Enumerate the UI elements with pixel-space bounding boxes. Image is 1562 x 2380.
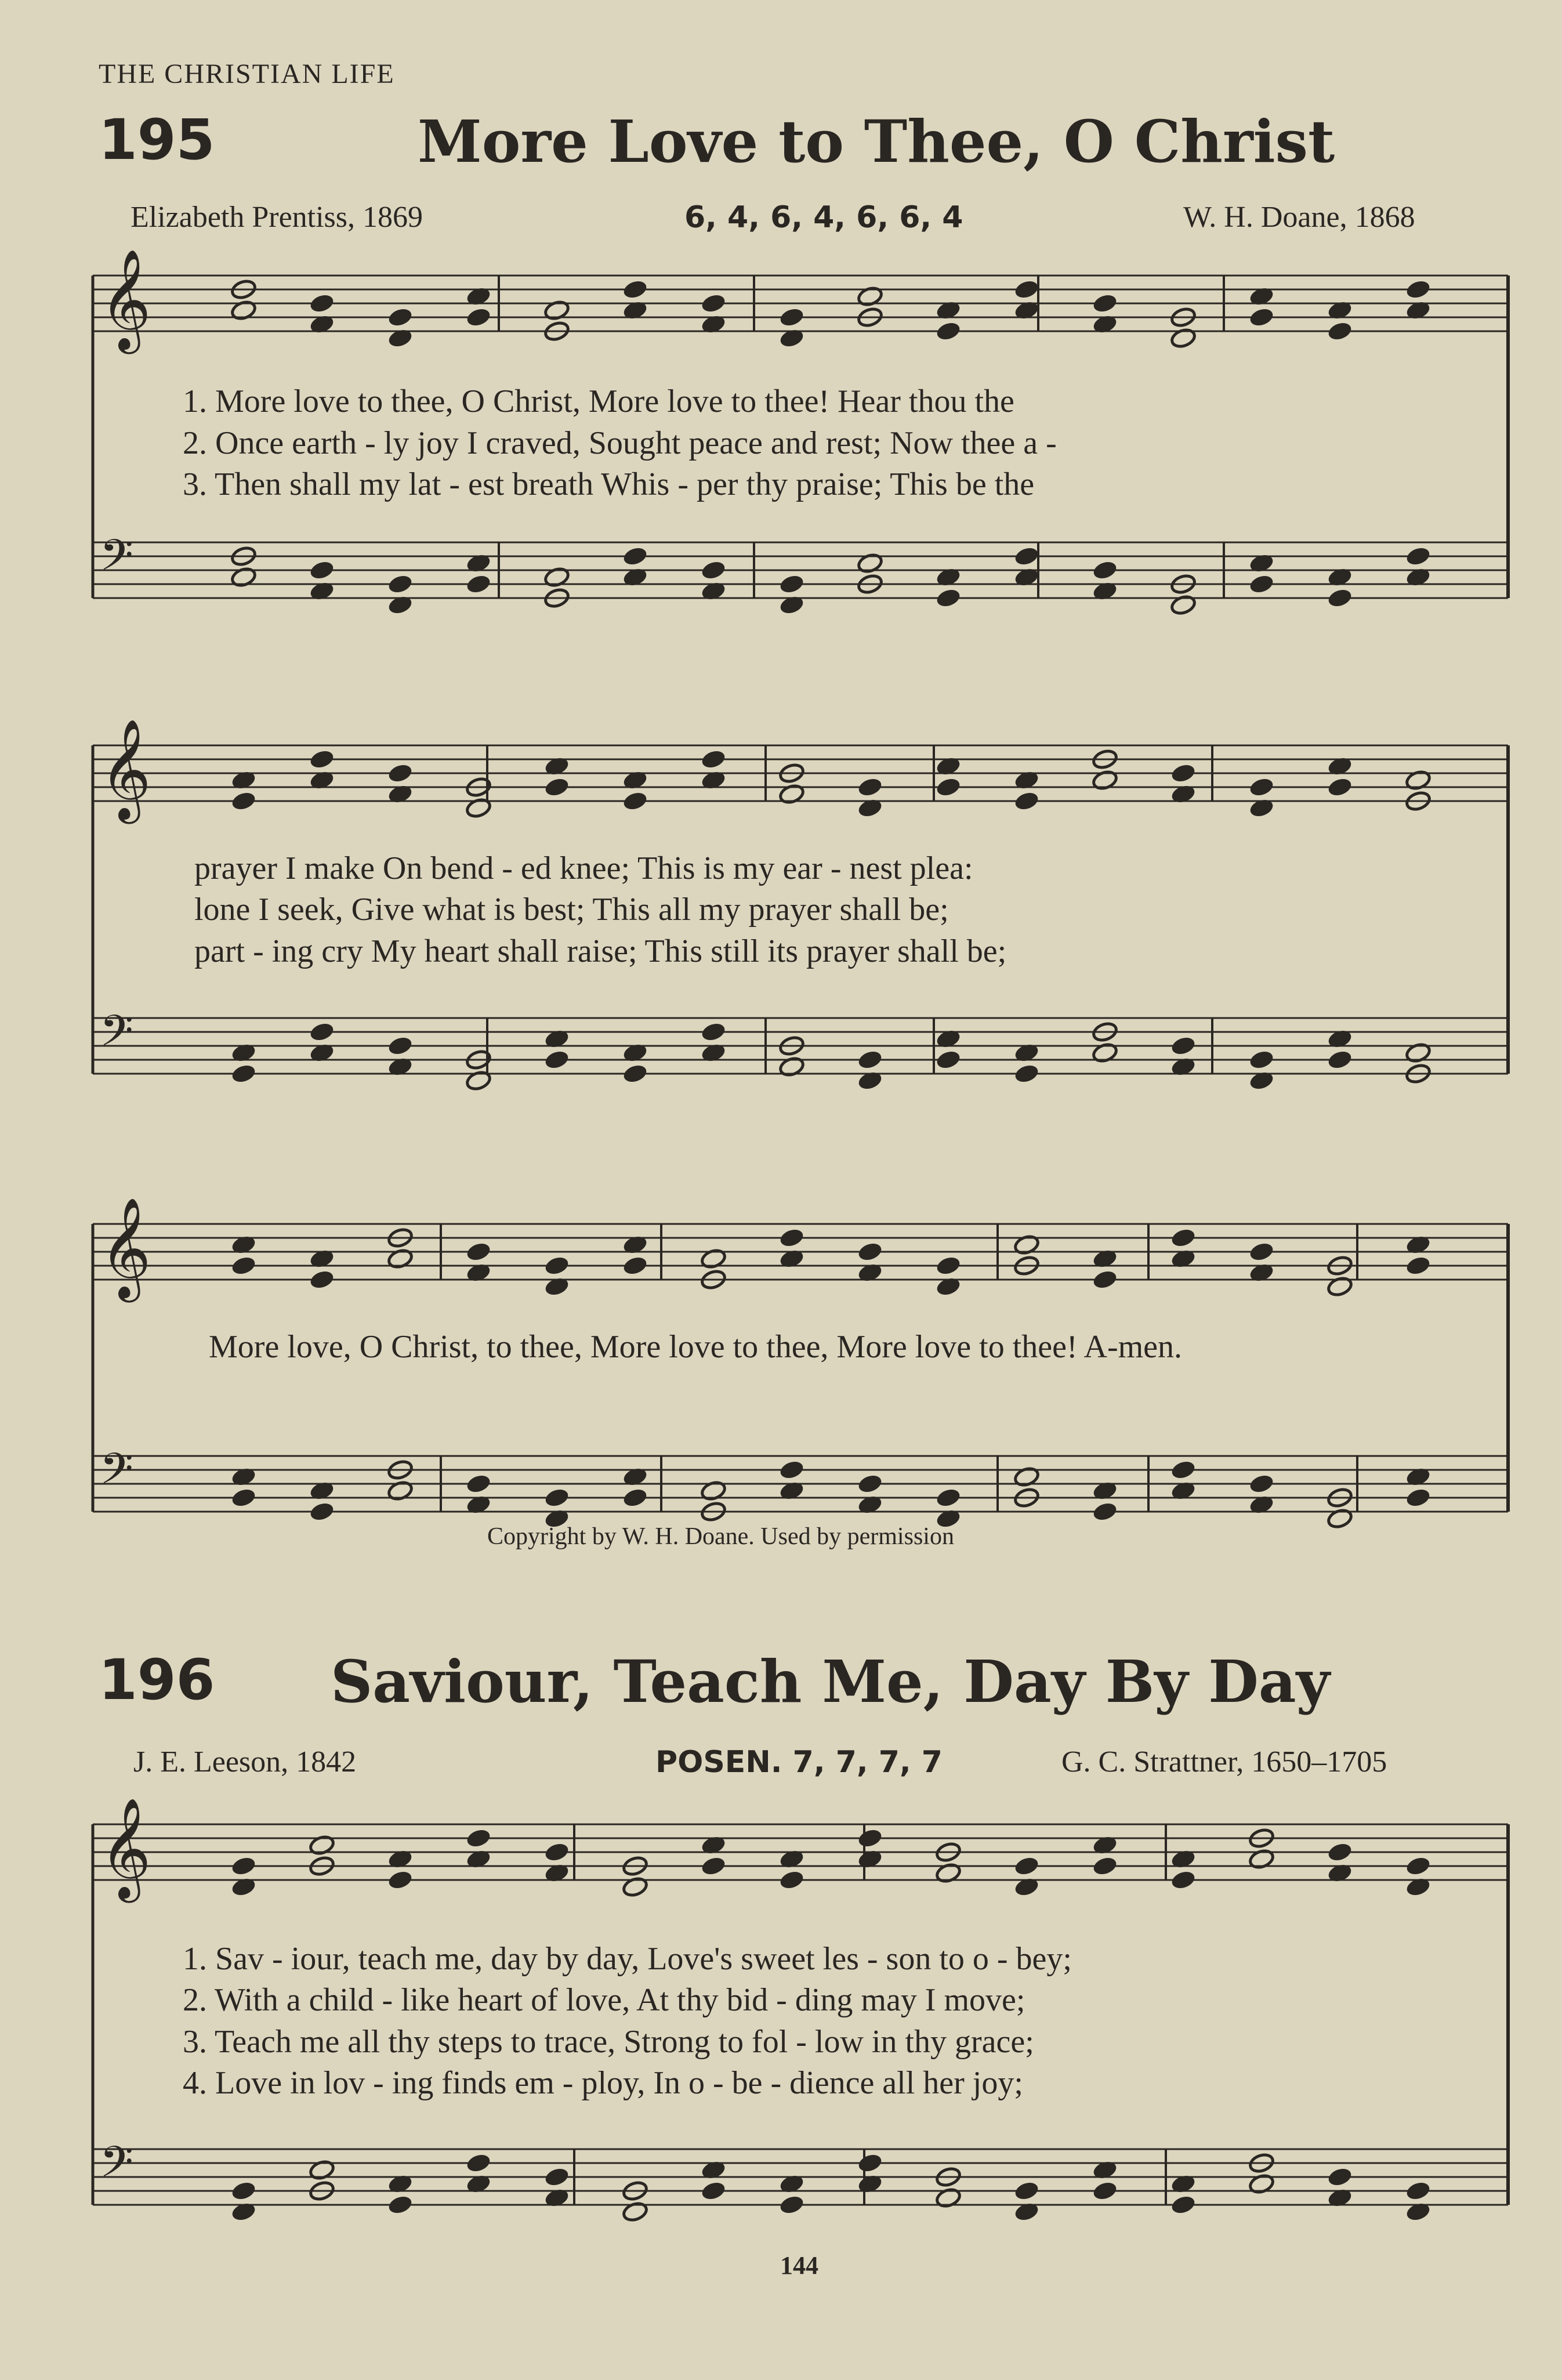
svg-text:𝄞: 𝄞 [100,1197,151,1298]
hymn-meter: 6, 4, 6, 4, 6, 6, 4 [684,200,963,235]
lyric-line: part - ing cry My heart shall raise; This still its prayer shall be; [194,933,1007,969]
copyright-note: Copyright by W. H. Doane. Used by permission [487,1523,954,1550]
lyric-line: More love, O Christ, to thee, More love to thee, More love to thee! A-men. [209,1329,1183,1365]
lyric-line: prayer I make On bend - ed knee; This is my ear - nest plea: [194,850,973,886]
svg-text:𝄢: 𝄢 [100,530,133,591]
hymn-title: More Love to Thee, O Christ [418,107,1335,176]
hymn-author: J. E. Leeson, 1842 [133,1745,357,1778]
lyric-line: 3. Then shall my lat - est breath Whis - per thy praise; This be the [183,466,1035,502]
svg-text:𝄢: 𝄢 [100,1444,133,1505]
lyric-line: 2. Once earth - ly joy I craved, Sought peace and rest; Now thee a - [183,425,1057,461]
lyric-line: 1. Sav - iour, teach me, day by day, Love's sweet les - son to o - bey; [183,1941,1072,1977]
svg-text:𝄢: 𝄢 [100,1006,133,1067]
lyric-line: lone I seek, Give what is best; This all my prayer shall be; [194,892,949,928]
lyric-line: 3. Teach me all thy steps to trace, Strong to fol - low in thy grace; [183,2024,1034,2060]
hymn-meter: POSEN. 7, 7, 7, 7 [655,1745,943,1780]
lyric-line: 1. More love to thee, O Christ, More love to thee! Hear thou the [183,383,1014,419]
hymn-number: 195 [99,107,215,172]
hymn-number: 196 [99,1647,215,1712]
section-header: THE CHRISTIAN LIFE [99,59,395,89]
hymn-title: Saviour, Teach Me, Day By Day [331,1647,1330,1716]
lyric-line: 4. Love in lov - ing finds em - ploy, In o - be - dience all her joy; [183,2065,1023,2101]
svg-text:𝄞: 𝄞 [100,719,151,820]
hymn-composer: W. H. Doane, 1868 [1183,201,1415,234]
hymn-author: Elizabeth Prentiss, 1869 [131,201,423,234]
svg-text:𝄢: 𝄢 [100,2137,133,2198]
svg-text:𝄞: 𝄞 [100,1798,151,1899]
page-number: 144 [780,2251,818,2280]
hymn-composer: G. C. Strattner, 1650–1705 [1061,1745,1387,1778]
svg-text:𝄞: 𝄞 [100,249,151,350]
lyric-line: 2. With a child - like heart of love, At thy bid - ding may I move; [183,1982,1025,2018]
